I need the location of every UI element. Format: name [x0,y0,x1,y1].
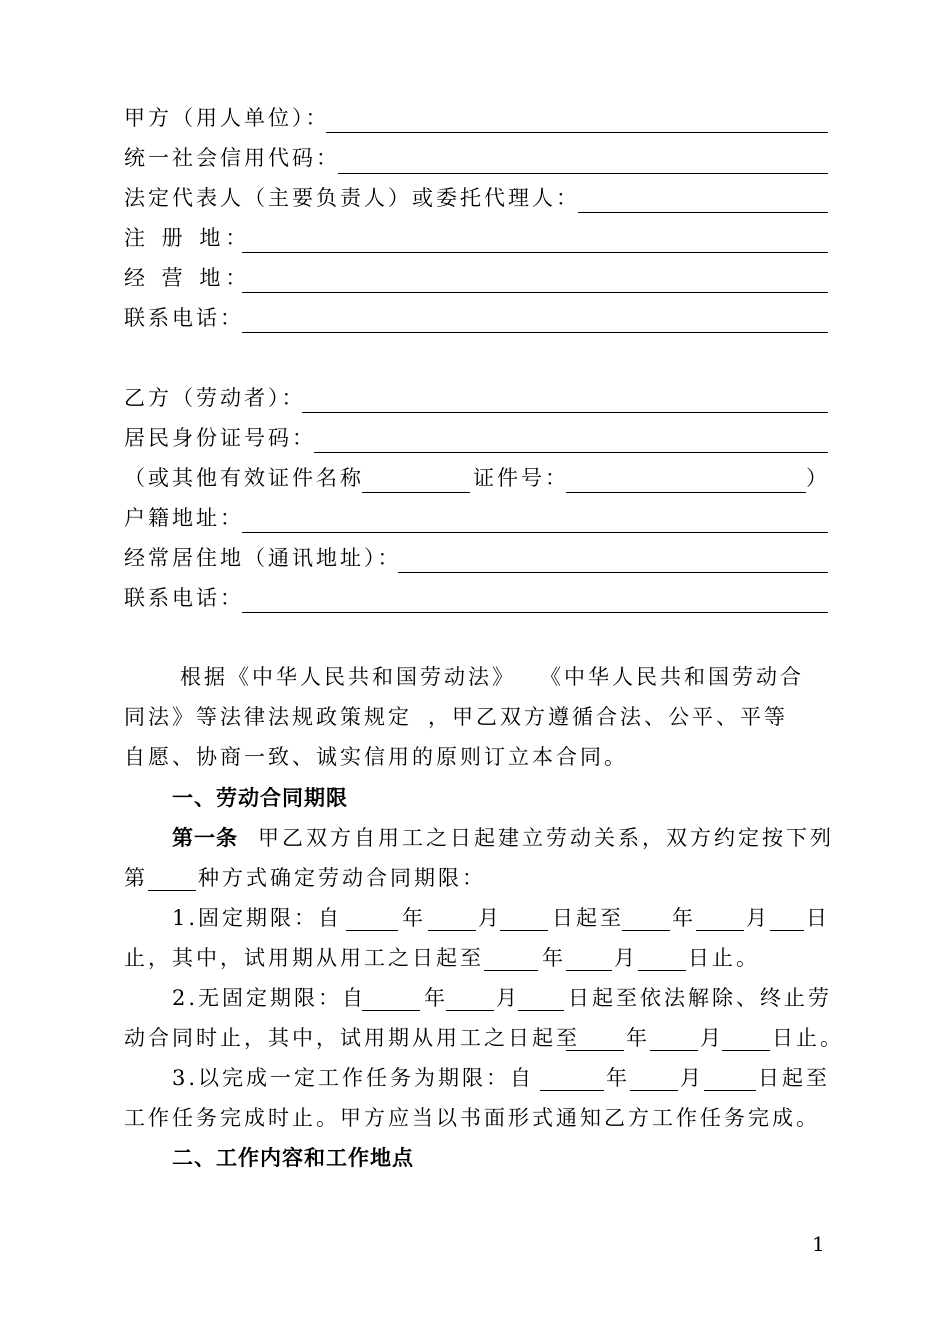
party-a-business-address-field[interactable] [242,292,828,293]
item1-probation-month-field[interactable] [566,970,612,971]
item2-month-label: 月 [496,986,520,1010]
item2-from-year-field[interactable] [362,1010,420,1011]
party-b-other-cert-name-field[interactable] [362,492,470,493]
party-b-other-cert-no-label: 证件号： [473,466,569,490]
party-a-registered-address-field[interactable] [242,252,828,253]
party-b-phone-field[interactable] [242,612,828,613]
party-a-phone-field[interactable] [242,332,828,333]
item2-from-month-field[interactable] [446,1010,494,1011]
article1-line2-b: 种方式确定劳动合同期限： [198,866,486,890]
item1-probation-month-label: 月 [614,946,638,970]
party-a-credit-code-label: 统一社会信用代码： [124,146,340,170]
item1-probation-year-field[interactable] [484,970,538,971]
article1-option-field[interactable] [148,890,196,891]
item3-start: 3.以完成一定工作任务为期限：自 [172,1066,535,1090]
article1-line2-a: 第 [124,866,148,890]
item2-start: 2.无固定期限：自 [172,986,367,1010]
item2-probation-month-field[interactable] [650,1050,698,1051]
article1-label: 第一条 [172,826,238,850]
party-a-name-field[interactable] [326,132,828,133]
item3-from-month-field[interactable] [630,1090,678,1091]
party-b-household-field[interactable] [242,532,828,533]
preamble-line1-a: 根据《中华人民共和国劳动法》 [180,665,516,689]
item1-line2-end: 日止。 [688,946,760,970]
party-a-representative-field[interactable] [578,212,828,213]
item3-from-day-field[interactable] [704,1090,756,1091]
item1-from-month-field[interactable] [428,930,476,931]
item2-line2-end: 日止。 [772,1026,844,1050]
party-b-phone-label: 联系电话： [124,586,244,610]
party-a-registered-address-label: 注 册 地： [124,226,252,250]
item3-day-from-label: 日起至 [758,1066,830,1090]
party-b-id-field[interactable] [314,452,828,453]
item1-day-from-label: 日起至 [552,906,624,930]
party-b-id-label: 居民身份证号码： [124,426,316,450]
item1-to-month-label: 月 [746,906,770,930]
item1-to-day-label: 日 [806,906,830,930]
item1-from-year-field[interactable] [346,930,398,931]
party-a-phone-label: 联系电话： [124,306,244,330]
section1-title: 一、劳动合同期限 [172,786,348,810]
item2-from-day-field[interactable] [518,1010,564,1011]
party-a-name-label: 甲方（用人单位）： [124,106,330,130]
item2-day-from-label: 日起至依法解除、终止劳 [568,986,832,1010]
item1-to-year-field[interactable] [622,930,670,931]
party-a-business-address-label: 经 营 地： [124,266,252,290]
item3-year-label: 年 [606,1066,630,1090]
item1-probation-day-field[interactable] [638,970,686,971]
preamble-line2-a: 同法》等法律法规政策规定 [124,705,412,729]
party-b-name-label: 乙方（劳动者）： [124,386,306,410]
party-b-name-field[interactable] [302,412,828,413]
item2-probation-year-label: 年 [626,1026,650,1050]
party-a-representative-label: 法定代表人（主要负责人）或委托代理人： [124,186,580,210]
item1-probation-year-label: 年 [542,946,566,970]
article1-text: 甲乙双方自用工之日起建立劳动关系，双方约定按下列 [258,826,834,850]
party-a-credit-code-field[interactable] [338,173,828,174]
preamble-line1-b: 《中华人民共和国劳动合 [540,665,804,689]
item2-probation-year-field[interactable] [566,1050,624,1051]
section2-title: 二、工作内容和工作地点 [172,1146,414,1170]
page-number: 1 [812,1232,825,1256]
item2-probation-day-field[interactable] [722,1050,770,1051]
item1-to-day-field[interactable] [770,930,804,931]
item1-from-day-field[interactable] [500,930,548,931]
party-b-residence-field[interactable] [398,572,828,573]
item2-probation-month-label: 月 [700,1026,724,1050]
item1-to-year-label: 年 [672,906,696,930]
item2-line2: 动合同时止，其中，试用期从用工之日起至 [124,1026,580,1050]
item2-year-label: 年 [424,986,448,1010]
item3-line2: 工作任务完成时止。甲方应当以书面形式通知乙方工作任务完成。 [124,1106,820,1130]
party-b-residence-label: 经常居住地（通讯地址）： [124,546,402,570]
item1-to-month-field[interactable] [696,930,744,931]
preamble-line2-b: ，甲乙双方遵循合法、公平、平等 [428,705,788,729]
item3-from-year-field[interactable] [540,1090,604,1091]
party-b-other-cert-suffix: ） [806,466,830,490]
item1-year-label: 年 [402,906,426,930]
preamble-line3: 自愿、协商一致、诚实信用的原则订立本合同。 [124,745,628,769]
party-b-other-cert-no-field[interactable] [566,492,806,493]
item1-month-label: 月 [478,906,502,930]
item1-line2: 止，其中，试用期从用工之日起至 [124,946,484,970]
party-b-household-label: 户籍地址： [124,506,244,530]
party-b-other-cert-prefix: （或其他有效证件名称 [124,466,364,490]
item1-start: 1.固定期限：自 [172,906,343,930]
item3-month-label: 月 [680,1066,704,1090]
